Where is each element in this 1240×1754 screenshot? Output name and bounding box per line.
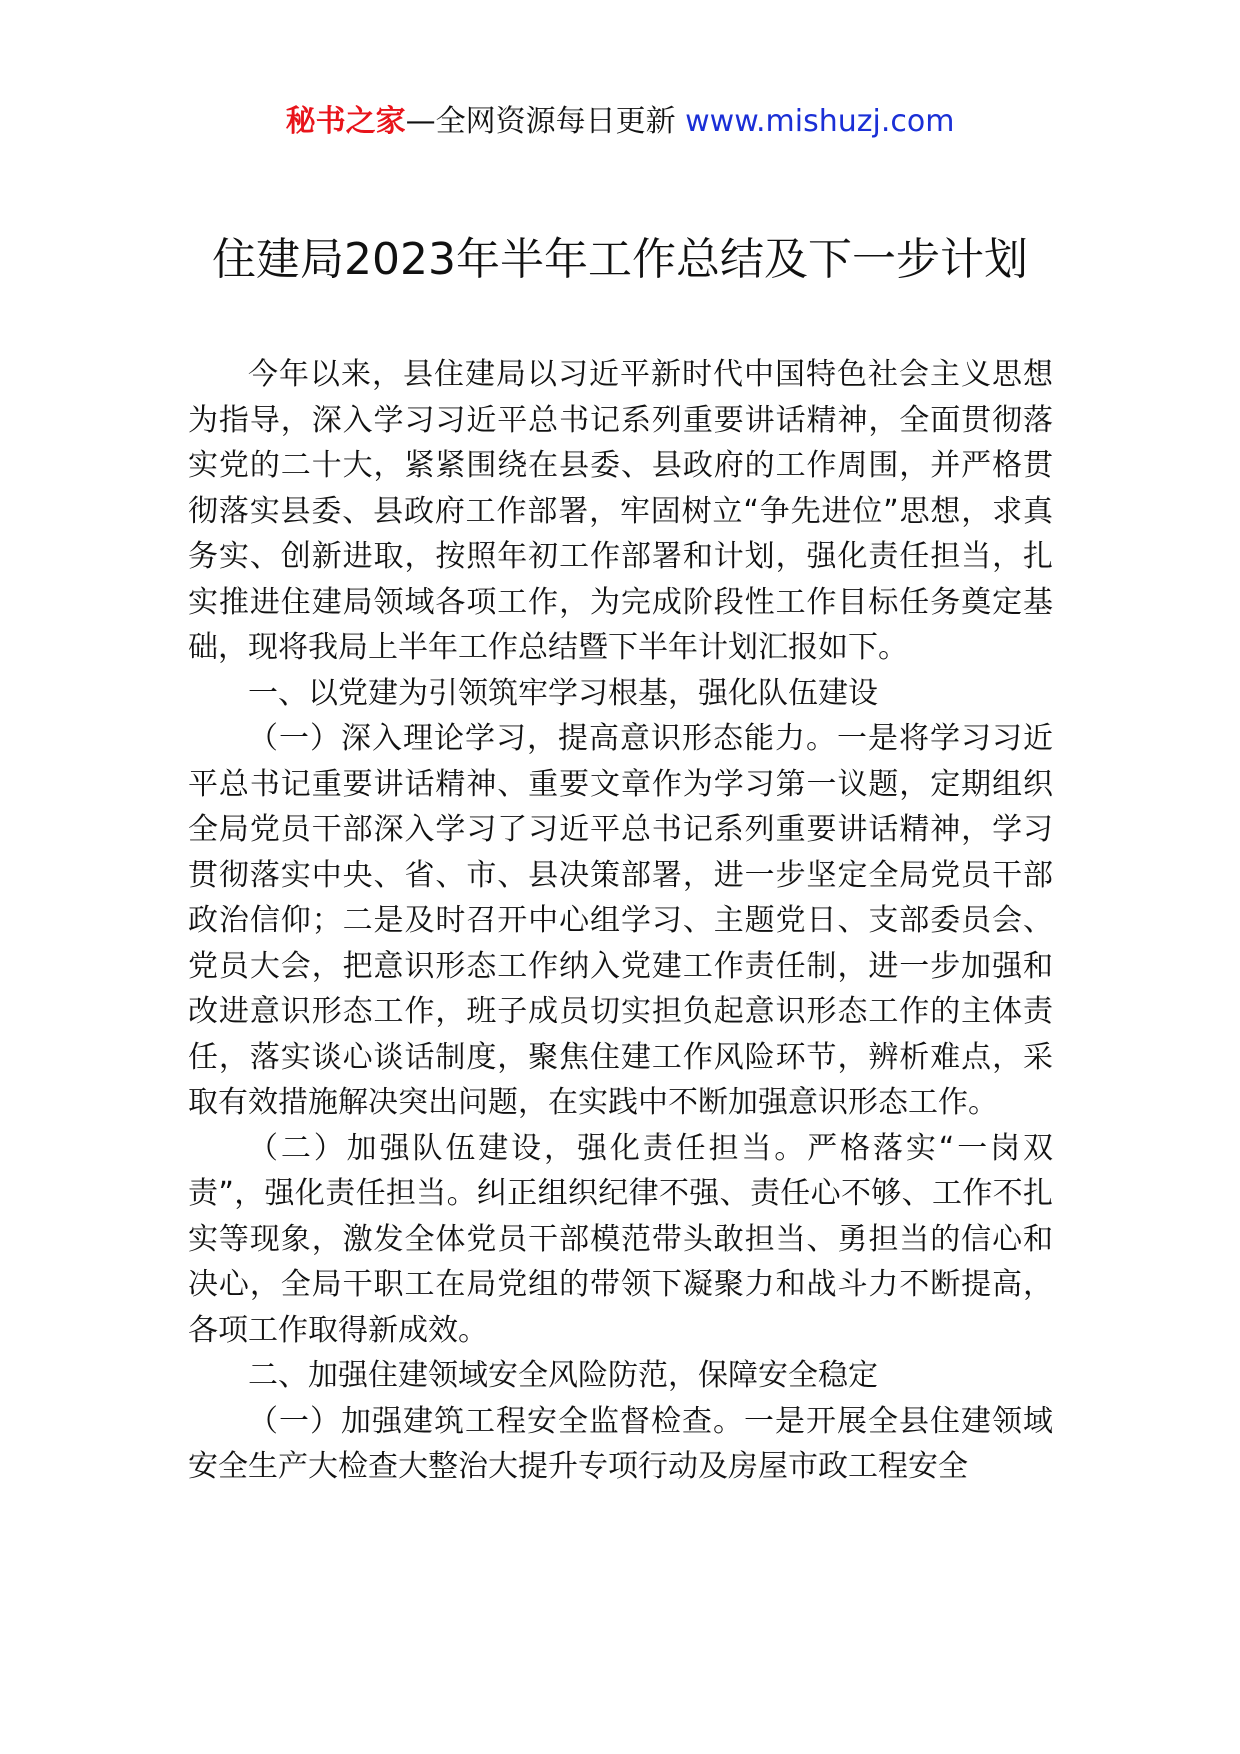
paragraph: （一）深入理论学习，提高意识形态能力。一是将学习习近平总书记重要讲话精神、重要文章作为学习第一议题，定期组织全局党员干部深入学习了习近平总书记系列重要讲话精神，学习贯彻落实中央、省、市、县决策部署，进一步坚定全局党员干部政治信仰；二是及时召开中心组学习、主题党日、支部委员会、党员大会，把意识形态工作纳入党建工作责任制，进一步加强和改进意识形态工作，班子成员切实担负起意识形态工作的主体责任，落实谈心谈话制度，聚焦住建工作风险环节，辨析难点，采取有效措施解决突出问题，在实践中不断加强意识形态工作。 bbox=[188, 721, 1053, 1120]
paragraph: （二）加强队伍建设，强化责任担当。严格落实“一岗双责”，强化责任担当。纠正组织纪律不强、责任心不够、工作不扎实等现象，激发全体党员干部模范带头敢担当、勇担当的信心和决心，全局干职工在局党组的带领下凝聚力和战斗力不断提高，各项工作取得新成效。 bbox=[188, 1130, 1053, 1348]
brand-name: 秘书之家 bbox=[285, 104, 406, 139]
site-header bbox=[0, 100, 1240, 144]
section-heading: 二、加强住建领域安全风险防范，保障安全稳定 bbox=[248, 1358, 878, 1393]
document-title: 住建局2023年半年工作总结及下一步计划 bbox=[212, 234, 1028, 285]
site-link[interactable]: www.mishuzj.com bbox=[685, 104, 955, 139]
section-heading: 一、以党建为引领筑牢学习根基，强化队伍建设 bbox=[248, 675, 878, 711]
paragraph-intro: 今年以来，县住建局以习近平新时代中国特色社会主义思想为指导，深入学习习近平总书记系列重要讲话精神，全面贯彻落实党的二十大，紧紧围绕在县委、县政府的工作周围，并严格贯彻落实县委、县政府工作部署，牢固树立“争先进位”思想，求真务实、创新进取，按照年初工作部署和计划，强化责任担当，扎实推进住建局领域各项工作，为完成阶段性工作目标任务奠定基础，现将我局上半年工作总结暨下半年计划汇报如下。 bbox=[188, 357, 1053, 665]
paragraph: （一）加强建筑工程安全监督检查。一是开展全县住建领域安全生产大检查大整治大提升专项行动及房屋市政工程安全 bbox=[188, 1403, 1053, 1484]
header-slogan: —全网资源每日更新 bbox=[405, 104, 676, 139]
document-body bbox=[188, 352, 1053, 1490]
